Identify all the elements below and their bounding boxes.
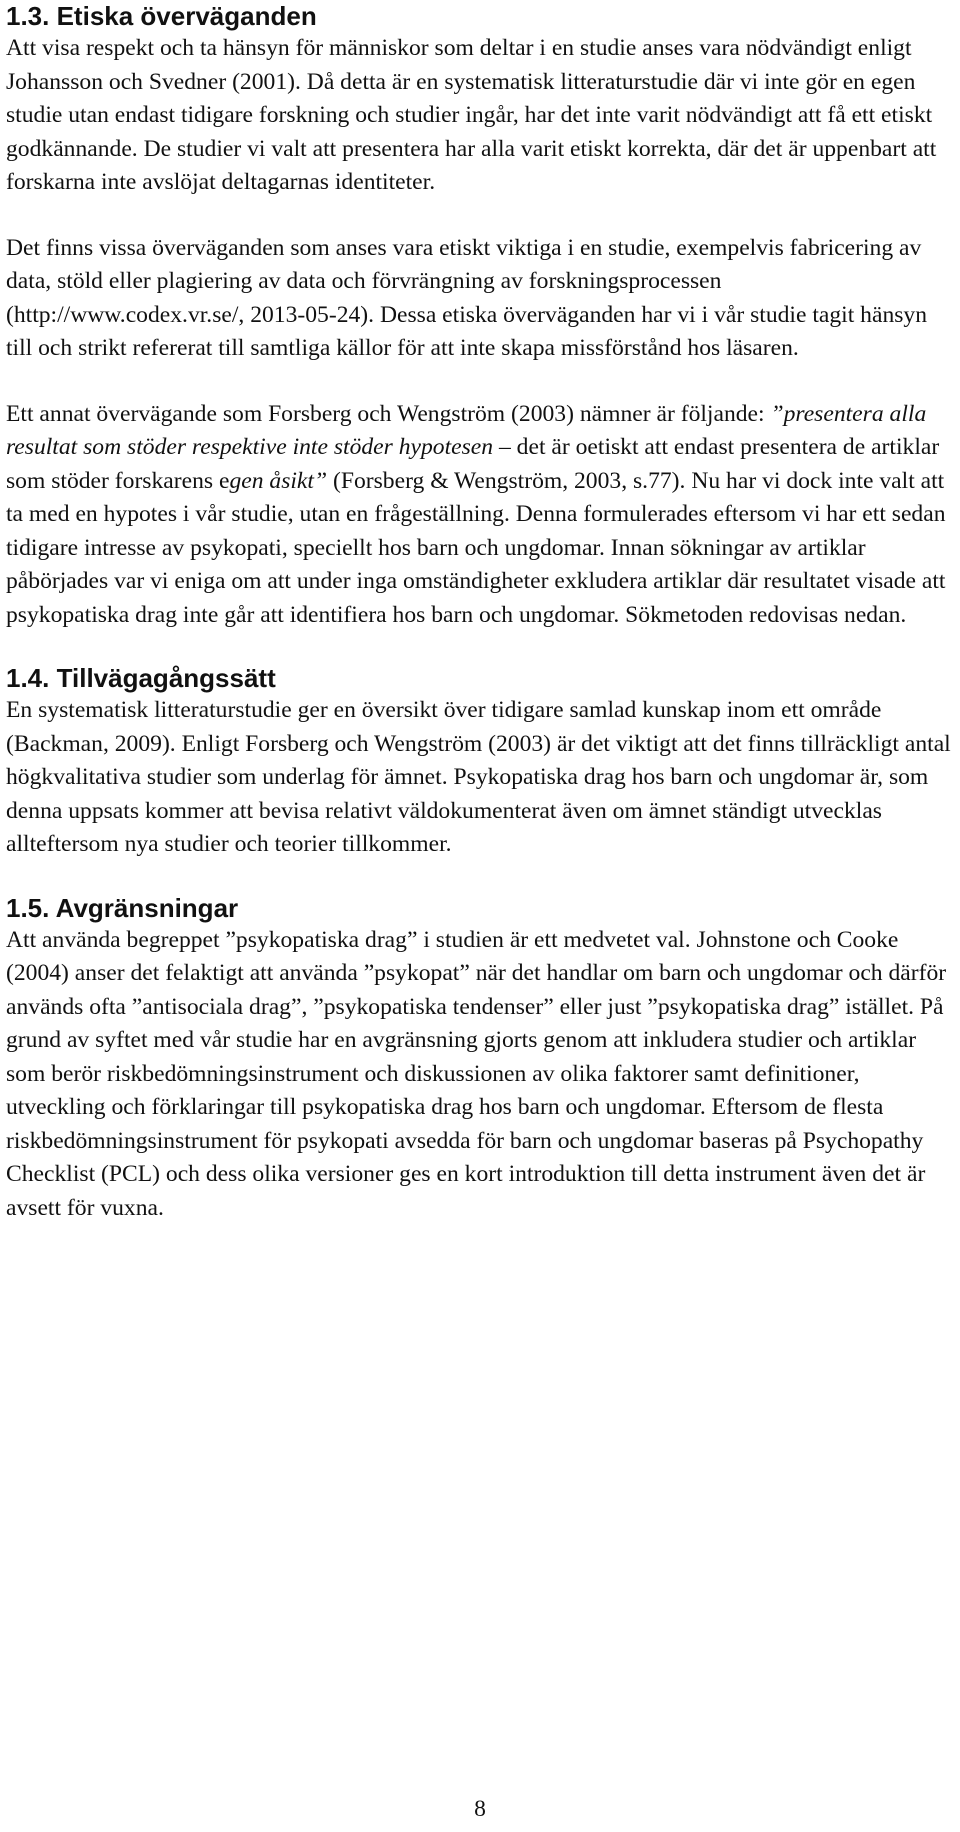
quote-hypothesis: ”presentera alla resultat som stöder respektive inte stöder hypotesen	[6, 400, 927, 460]
paragraph-ethics-3-mid: – det är oetiskt att endast presentera de artiklar som stöder forskarens e	[6, 434, 940, 494]
section-heading-method: 1.4. Tillvägagångssätt	[6, 663, 276, 693]
page-number: 8	[474, 1796, 486, 1822]
paragraph-ethics-3-rest: (Forsberg & Wengström, 2003, s.77). Nu har vi dock inte valt att ta med en hypotes i vår studie, utan en frågeställning. Denna formulerades eftersom vi har ett sedan tidigare intresse av psykopati, speciellt hos barn och ungdomar. Innan sökningar av artiklar påbörjades var vi eniga om att under inga omständigheter exkludera artiklar där resultatet visade att psykopatiska drag inte går att identifiera hos barn och ungdomar. Sökmetoden redovisas nedan.	[6, 467, 946, 628]
section-heading-limits: 1.5. Avgränsningar	[6, 892, 239, 923]
paragraph-ethics-3	[6, 398, 954, 633]
paragraph-method-1: En systematisk litteraturstudie ger en översikt över tidigare samlad kunskap inom ett område (Backman, 2009). Enligt Forsberg och Wengström (2003) är det viktigt att det finns tillräckligt antal högkvalitativa studier som underlag för ämnet. Psykopatiska drag hos barn och ungdomar är, som denna uppsats kommer att bevisa relativt väldokumenterat även om ämnet ständigt utvecklas allteftersom nya studier och teorier tillkommer.	[6, 697, 951, 857]
paragraph-ethics-2: Det finns vissa överväganden som anses vara etiskt viktiga i en studie, exempelvis fabricering av data, stöld eller plagiering av data och förvrängning av forskningsprocessen (http://www.codex.vr.se/, 2013-05-24). Dessa etiska överväganden har vi i vår studie tagit hänsyn till och strikt refererat till samtliga källor för att inte skapa missförstånd hos läsaren.	[6, 234, 928, 361]
document-page	[6, 0, 954, 1225]
paragraph-ethics-3-intro: Ett annat övervägande som Forsberg och Wengström (2003) nämner är följande:	[6, 400, 771, 427]
quote-own-opinion: gen åsikt”	[229, 467, 328, 494]
paragraph-limits-1: Att använda begreppet ”psykopatiska drag” i studien är ett medvetet val. Johnstone och Cooke (2004) anser det felaktigt att använda ”psykopat” när det handlar om barn och ungdomar och därför används ofta ”antisociala drag”, ”psykopatiska tendenser” eller just ”psykopatiska drag” istället. På grund av syftet med vår studie har en avgränsning gjorts genom att inkludera studier och artiklar som berör riskbedömningsinstrument och diskussionen av olika faktorer samt definitioner, utveckling och förklaringar till psykopatiska drag hos barn och ungdomar. Eftersom de flesta riskbedömningsinstrument för psykopati avsedda för barn och ungdomar baseras på Psychopathy Checklist (PCL) och dess olika versioner ges en kort introduktion till detta instrument även det är avsett för vuxna.	[6, 926, 947, 1221]
section-heading-ethics: 1.3. Etiska överväganden	[6, 1, 317, 31]
paragraph-ethics-1: Att visa respekt och ta hänsyn för människor som deltar i en studie anses vara nödvändigt enligt Johansson och Svedner (2001). Då detta är en systematisk litteraturstudie där vi inte gör en egen studie utan endast tidigare forskning och studier ingår, har det inte varit nödvändigt att få ett etiskt godkännande. De studier vi valt att presentera har alla varit etiskt korrekta, där det är uppenbart att forskarna inte avslöjat deltagarnas identiteter.	[6, 35, 937, 195]
